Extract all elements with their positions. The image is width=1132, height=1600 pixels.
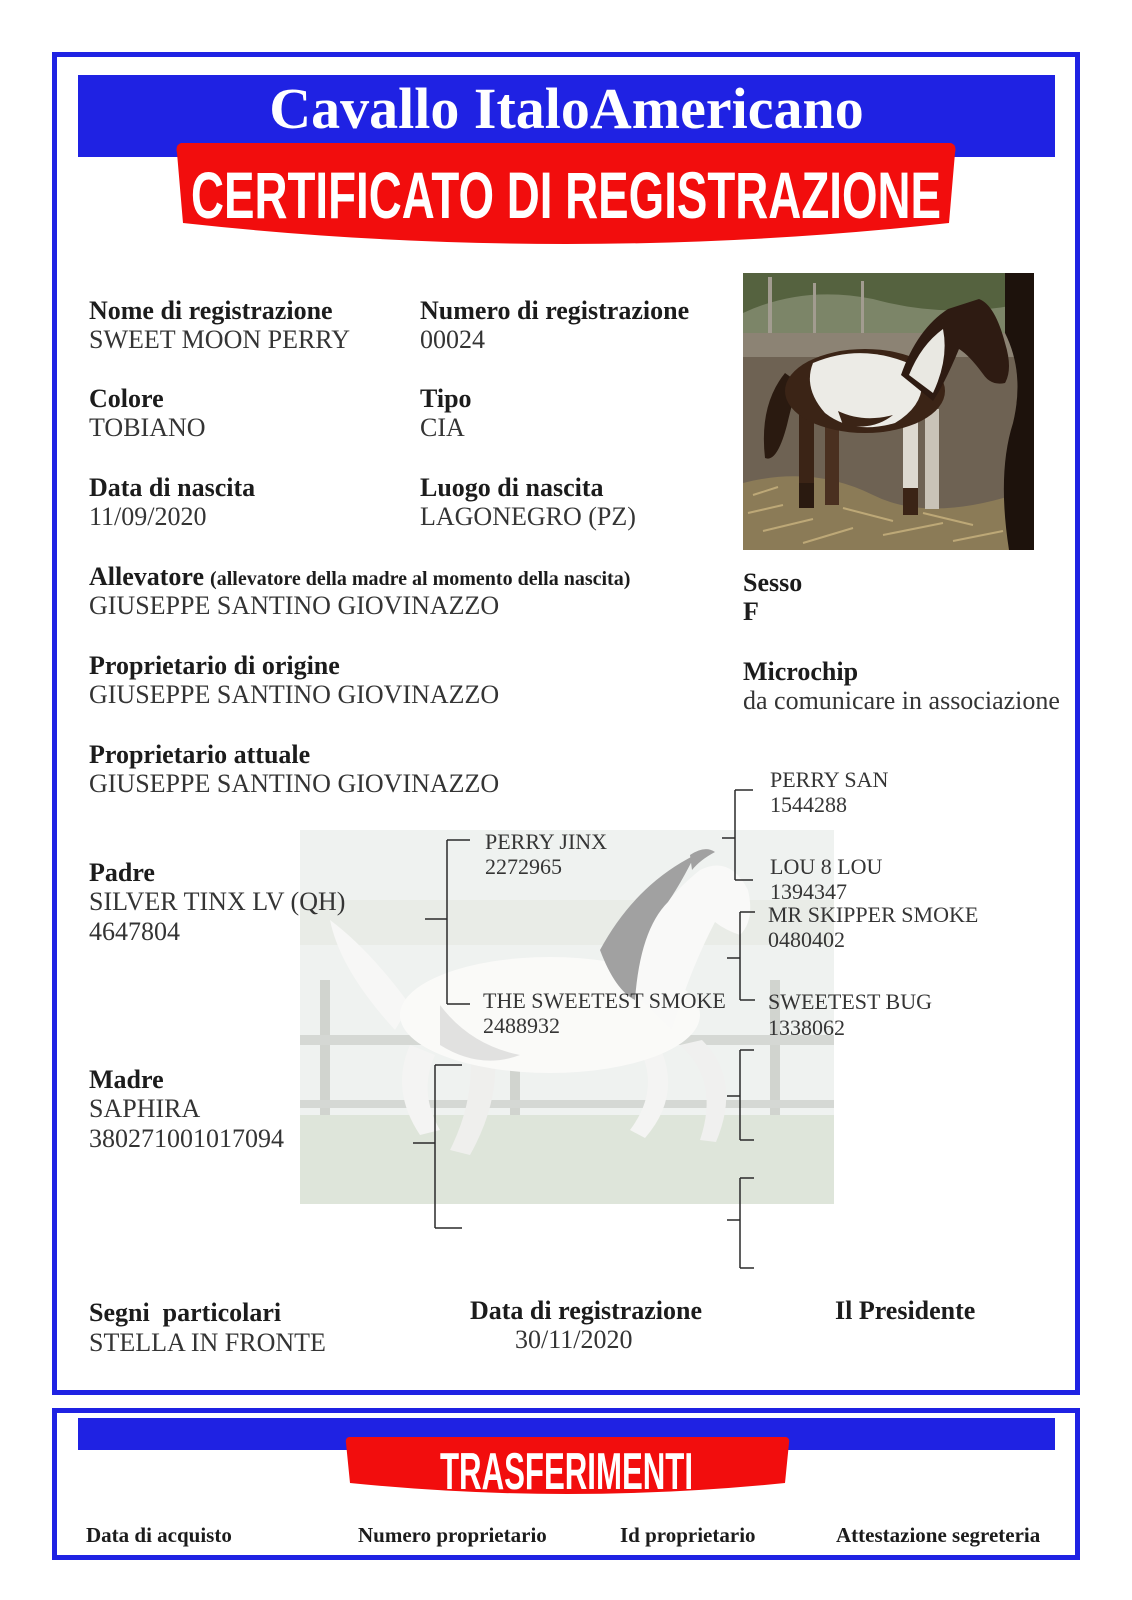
certificate-title: Cavallo ItaloAmericano — [269, 76, 864, 141]
sex-value: F — [743, 597, 759, 626]
sire-dam-number: 2488932 — [483, 1013, 560, 1038]
sire-number: 4647804 — [89, 917, 180, 946]
sex-label: Sesso — [743, 568, 803, 597]
president-label: Il Presidente — [835, 1296, 976, 1325]
breeder-label-text: Allevatore — [89, 562, 205, 591]
breeder-label-note: (allevatore della madre al momento della nascita) — [210, 568, 631, 590]
registration-number-label: Numero di registrazione — [420, 296, 690, 325]
transfers-banner-text: TRASFERIMENTI — [440, 1443, 693, 1501]
birth-place-label: Luogo di nascita — [420, 473, 604, 502]
dam-bracket — [413, 1065, 462, 1228]
birth-date-value: 11/09/2020 — [89, 502, 207, 531]
registration-date-value: 30/11/2020 — [515, 1325, 633, 1354]
sire-sire-sire-name: PERRY SAN — [770, 767, 889, 792]
transfers-column-owner-id: Id proprietario — [620, 1523, 756, 1547]
registration-number-value: 00024 — [420, 325, 485, 354]
sire-sire-sire-number: 1544288 — [770, 792, 847, 817]
birth-date-label: Data di nascita — [89, 473, 256, 502]
sire-sire-number: 2272965 — [485, 854, 562, 879]
markings-value: STELLA IN FRONTE — [89, 1328, 326, 1357]
current-owner-label: Proprietario attuale — [89, 740, 311, 769]
microchip-value: da comunicare in associazione — [743, 686, 1060, 715]
sire-name: SILVER TINX LV (QH) — [89, 887, 346, 916]
registration-date-label: Data di registrazione — [470, 1296, 703, 1325]
sire-sire-dam-number: 1394347 — [770, 879, 847, 904]
original-owner-value: GIUSEPPE SANTINO GIOVINAZZO — [89, 680, 500, 709]
type-label: Tipo — [420, 384, 472, 413]
sire-dam-dam-number: 1338062 — [768, 1015, 845, 1040]
transfers-column-purchase-date: Data di acquisto — [86, 1523, 232, 1547]
sire-dam-sire-number: 0480402 — [768, 927, 845, 952]
sire-label: Padre — [89, 858, 155, 887]
dam-name: SAPHIRA — [89, 1094, 201, 1123]
type-value: CIA — [420, 413, 465, 442]
color-value: TOBIANO — [89, 413, 206, 442]
sire-dam-name: THE SWEETEST SMOKE — [483, 988, 726, 1013]
sire-sire-dam-name: LOU 8 LOU — [770, 854, 883, 879]
registration-name-label: Nome di registrazione — [89, 296, 333, 325]
dam-dam-bracket — [727, 1178, 754, 1268]
microchip-label: Microchip — [743, 657, 859, 686]
breeder-value: GIUSEPPE SANTINO GIOVINAZZO — [89, 591, 500, 620]
color-label: Colore — [89, 384, 164, 413]
registration-name-value: SWEET MOON PERRY — [89, 325, 350, 354]
sire-dam-bracket — [727, 912, 755, 1000]
certificate-banner-text: CERTIFICATO DI REGISTRAZIONE — [191, 158, 941, 232]
breeder-label — [89, 562, 630, 594]
original-owner-label: Proprietario di origine — [89, 651, 340, 680]
sire-dam-dam-name: SWEETEST BUG — [768, 989, 932, 1014]
current-owner-value: GIUSEPPE SANTINO GIOVINAZZO — [89, 769, 500, 798]
markings-label: Segni particolari — [89, 1298, 282, 1327]
transfers-column-owner-number: Numero proprietario — [358, 1523, 547, 1547]
sire-dam-sire-name: MR SKIPPER SMOKE — [768, 902, 979, 927]
dam-number: 380271001017094 — [89, 1124, 284, 1153]
transfers-column-secretary-attestation: Attestazione segreteria — [836, 1523, 1041, 1547]
sire-sire-name: PERRY JINX — [485, 829, 608, 854]
sire-sire-bracket — [722, 790, 753, 880]
birth-place-value: LAGONEGRO (PZ) — [420, 502, 636, 531]
dam-sire-bracket — [727, 1050, 754, 1140]
sire-bracket — [425, 840, 470, 1004]
dam-label: Madre — [89, 1065, 164, 1094]
